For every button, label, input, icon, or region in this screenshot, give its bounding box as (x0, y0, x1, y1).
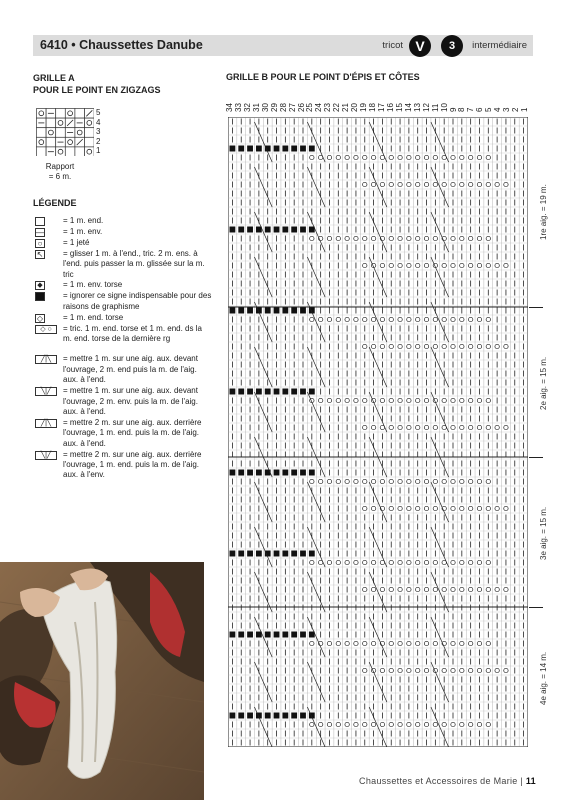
dash-icon: — (36, 227, 44, 237)
legend-item-text: = mettre 2 m. sur une aig. aux. derrière l'ouvrage, 1 m. end. puis la m. de l'aig. aux. à l'env. (63, 449, 202, 480)
column-number: 2 (511, 107, 521, 112)
column-number: 19 (359, 103, 369, 112)
grid-a-cell (75, 118, 85, 128)
grid-b-section-labels (529, 117, 548, 747)
column-number: 18 (368, 103, 378, 112)
column-number: 33 (233, 103, 243, 112)
grid-a-cell (56, 147, 66, 156)
grid-a-cell (75, 147, 85, 156)
section-label: 4e aig. = 14 m. (539, 651, 548, 705)
column-number: 17 (377, 103, 386, 112)
section-tick (529, 307, 543, 308)
dotted-diamond-icon: ◇ (36, 313, 44, 323)
grid-b-chart (228, 117, 528, 747)
diamond-icon: ◆ (35, 281, 45, 290)
section-label: 1re aig. = 19 m. (539, 184, 548, 240)
grid-a-cell (37, 128, 47, 138)
grid-a-cell (65, 109, 75, 119)
column-number: 10 (439, 103, 449, 112)
grid-a-cell (75, 137, 85, 147)
knitting-needles-icon: V (409, 35, 431, 57)
grid-a-cell (85, 109, 95, 119)
legend-item (33, 418, 213, 449)
column-number: 28 (278, 103, 288, 112)
grid-a-cell (65, 137, 75, 147)
column-number: 9 (448, 107, 458, 112)
legend-item (33, 324, 213, 345)
diagonal-arrow-icon: ↖ (36, 249, 44, 259)
column-number: 23 (323, 103, 333, 112)
column-number: 31 (251, 103, 261, 112)
rapport-note: Rapport = 6 m. (45, 162, 75, 181)
technique-label: tricot (382, 40, 403, 51)
column-number: 8 (457, 107, 467, 112)
page-header (33, 35, 533, 56)
legend-item-text: = 1 m. env. (63, 226, 103, 236)
column-number: 29 (269, 103, 279, 112)
column-number: 14 (403, 103, 413, 112)
grid-a-cell (65, 128, 75, 138)
grid-a-cell (46, 147, 56, 156)
section-tick (529, 607, 543, 608)
column-number: 5 (484, 107, 494, 112)
column-number: 30 (260, 103, 270, 112)
column-number: 15 (394, 103, 404, 112)
legend-item-text: = 1 m. env. torse (63, 280, 123, 290)
column-number: 11 (430, 103, 440, 112)
circle-icon: ○ (35, 239, 45, 248)
legend-item (33, 313, 213, 323)
cable-left-icon: ╱|╲ (35, 355, 57, 364)
legend-item (33, 238, 213, 248)
column-number: 6 (475, 107, 485, 112)
column-number: 1 (520, 107, 530, 112)
legend-item-text: = 1 m. end. torse (63, 312, 124, 322)
grid-a-cell (56, 137, 66, 147)
grid-a-chart (36, 108, 94, 156)
page-footer: Chaussettes et Accessoires de Marie | 11 (359, 776, 536, 786)
grid-a-cell (75, 109, 85, 119)
legend-item-text: = mettre 2 m. sur une aig. aux. derrière l'ouvrage, 1 m. end. puis la m. de l'aig. aux. à l'end. (63, 417, 202, 448)
column-number: 34 (225, 103, 234, 112)
legend-item-text: = mettre 1 m. sur une aig. aux. devant l'ouvrage, 2 m. env. puis la m. de l'aig. aux. à l'end. (63, 386, 198, 416)
grid-a-cell (37, 109, 47, 119)
grid-a-cell (85, 147, 95, 156)
column-number: 4 (493, 107, 503, 112)
legend-item (33, 249, 213, 280)
legend-item-text: = 1 jeté (63, 237, 90, 247)
legend-item (33, 354, 213, 385)
column-number: 21 (341, 103, 351, 112)
grid-a-cell (56, 118, 66, 128)
section-tick (529, 457, 543, 458)
column-number: 22 (332, 103, 342, 112)
column-number: 26 (296, 103, 306, 112)
legend-item (33, 291, 213, 312)
grid-a-cell (56, 109, 66, 119)
grid-a-cell (85, 118, 95, 128)
level-badge-icon: 3 (441, 35, 463, 57)
grid-a-cell (46, 109, 56, 119)
pattern-title: 6410 • Chaussettes Danube (40, 38, 203, 52)
legend-item-text: = mettre 1 m. sur une aig. aux. devant l'ouvrage, 2 m. end puis la m. de l'aig. aux. à l'end. (63, 354, 198, 385)
filled-square-icon (35, 292, 45, 301)
grid-a-cell (56, 128, 66, 138)
legend-item-text: = ignorer ce signe indispensable pour des raisons de graphisme (63, 291, 212, 311)
legend-item-text: = 1 m. end. (63, 216, 104, 225)
page-number: 11 (525, 776, 536, 786)
column-number: 7 (466, 107, 476, 112)
grid-a-cell (85, 137, 95, 147)
legend-item (33, 227, 213, 237)
grid-a-cell (65, 147, 75, 156)
grid-b-title: GRILLE B POUR LE POINT D'ÉPIS ET CÔTES (226, 72, 420, 82)
section-label: 2e aig. = 15 m. (539, 356, 548, 410)
column-number: 25 (305, 103, 315, 112)
column-number: 20 (350, 103, 360, 112)
grid-a-cell (65, 118, 75, 128)
column-number: 32 (242, 103, 252, 112)
grid-a-cell (75, 128, 85, 138)
cable-right-icon: ╱|╲ (35, 419, 57, 428)
column-number: 16 (385, 103, 395, 112)
grid-a-cell (46, 118, 56, 128)
level-label: intermédiaire (472, 40, 527, 51)
grid-a-cell (46, 128, 56, 138)
legend-item-text: = tric. 1 m. end. torse et 1 m. end. ds la m. end. torse de la dernière rg (63, 323, 202, 343)
cable-right-purl-icon: ╲|╱ (35, 451, 57, 460)
grid-a-cell (37, 147, 47, 156)
legend-item-text: = glisser 1 m. à l'end., tric. 2 m. ens. à l'end. puis passer la m. glissée sur la m. tric (63, 248, 205, 279)
magazine-title: Chaussettes et Accessoires de Marie (359, 776, 518, 786)
sock-photo (0, 562, 204, 800)
cable-left-purl-icon: ╲|╱ (35, 387, 57, 396)
grid-a-row-numbers: 5 4 3 2 1 (96, 108, 101, 156)
legend-item (33, 280, 213, 290)
legend-item (33, 450, 213, 481)
column-number: 24 (314, 103, 324, 112)
legend (33, 216, 213, 481)
column-number: 12 (421, 103, 431, 112)
grid-b-column-numbers (226, 84, 530, 112)
column-number: 27 (287, 103, 297, 112)
grid-a-cell (85, 128, 95, 138)
grid-a-cell (46, 137, 56, 147)
legend-item (33, 216, 213, 226)
column-number: 3 (502, 107, 512, 112)
section-label: 3e aig. = 15 m. (539, 506, 548, 560)
grid-a-cell (37, 118, 47, 128)
legend-title: LÉGENDE (33, 198, 77, 208)
column-number: 13 (412, 103, 422, 112)
circle-box-icon: ◇ ○ (35, 325, 57, 334)
legend-item (33, 386, 213, 417)
grid-a-title: GRILLE A POUR LE POINT EN ZIGZAGS (33, 73, 161, 95)
grid-a-cell (37, 137, 47, 147)
empty-square-icon (35, 217, 45, 226)
